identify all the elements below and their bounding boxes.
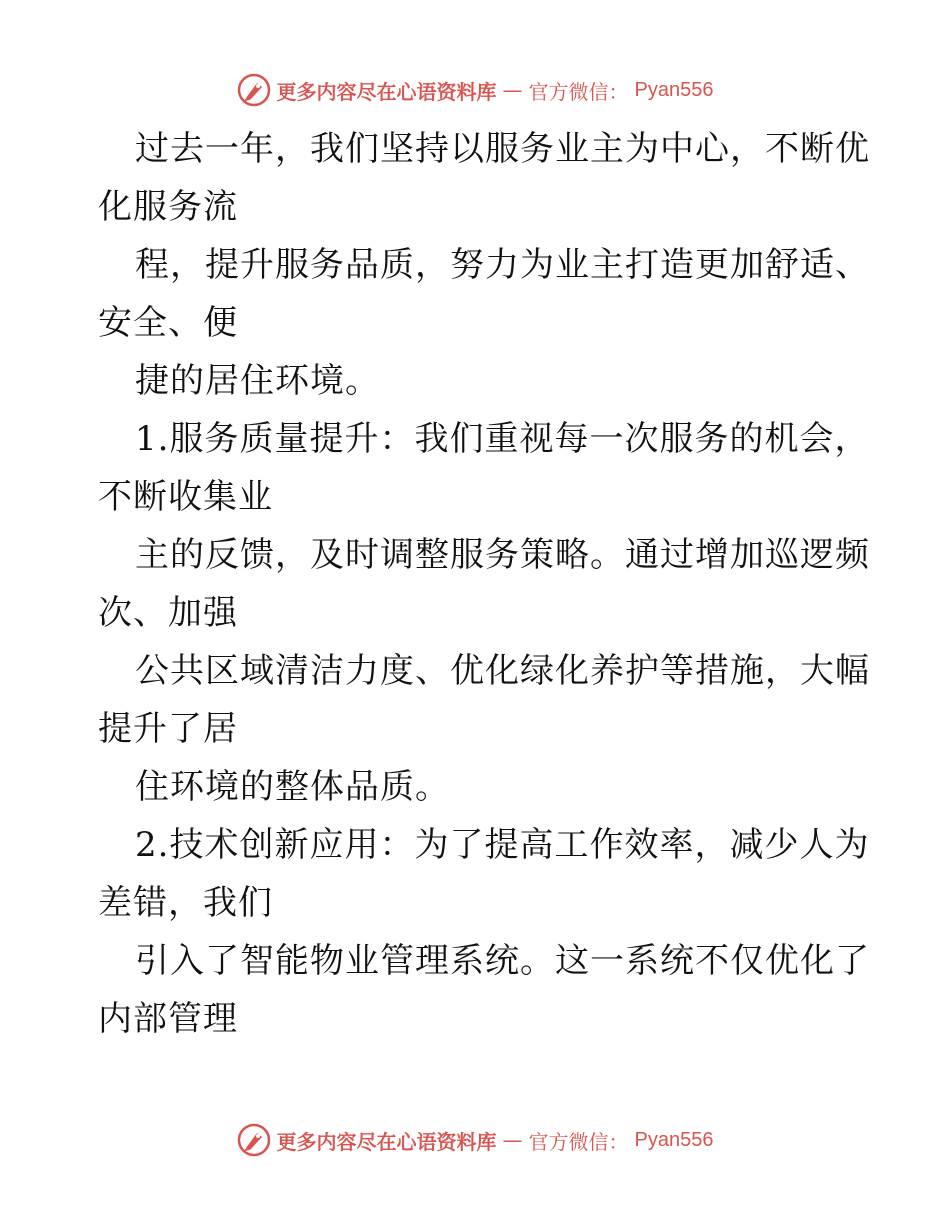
banner-main-text: 更多内容尽在心语资料库 [276,1129,497,1154]
text-line: 化服务流 [98,187,238,227]
banner-separator: — [502,78,523,102]
text-line: 过去一年，我们坚持以服务业主为中心，不断优 [135,129,870,169]
text-line: 捷的居住环境。 [135,361,380,401]
text-line: 引入了智能物业管理系统。这一系统不仅优化了 [135,941,870,981]
text-line: 提升了居 [98,709,238,749]
banner-wechat-id: Pyan556 [634,1128,714,1151]
text-line: 不断收集业 [98,477,273,517]
pen-nib-logo-icon [237,1123,271,1157]
footer-banner [0,1120,950,1160]
banner-separator: — [502,1128,523,1152]
banner-main-text: 更多内容尽在心语资料库 [276,79,497,104]
text-line: 2.技术创新应用：为了提高工作效率，减少人为 [135,825,870,865]
text-line: 安全、便 [98,303,238,343]
banner-wechat-label: 官方微信： [528,1129,629,1154]
banner-wechat-label: 官方微信： [528,79,629,104]
text-line: 1.服务质量提升：我们重视每一次服务的机会， [135,419,870,459]
text-line: 程，提升服务品质，努力为业主打造更加舒适、 [135,245,870,285]
text-line: 次、加强 [98,593,238,633]
pen-nib-logo-icon [237,73,271,107]
text-line: 住环境的整体品质。 [135,767,450,807]
text-line: 差错，我们 [98,883,273,923]
text-line: 公共区域清洁力度、优化绿化养护等措施，大幅 [135,651,870,691]
text-line: 内部管理 [98,999,238,1039]
header-banner [0,70,950,110]
document-body [98,120,870,1048]
text-line: 主的反馈，及时调整服务策略。通过增加巡逻频 [135,535,870,575]
banner-wechat-id: Pyan556 [634,78,714,101]
